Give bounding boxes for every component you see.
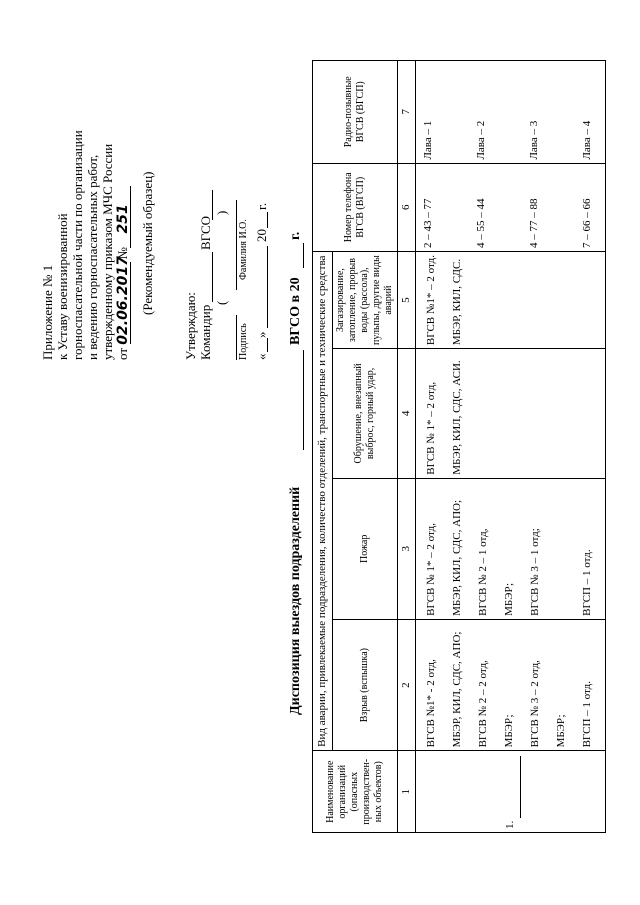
header-radio: Радио-позывные ВГСВ (ВГСП) [313,61,398,164]
commander-label: Командир [198,304,213,360]
appendix-header [40,130,131,360]
paren-close: ) [214,210,229,215]
radio-4: Лава – 4 [581,120,593,160]
phone-3: 4 – 77 – 88 [528,198,540,249]
header-phone: Номер телефона ВГСВ (ВГСП) [313,163,398,251]
collapse-line-1: ВГСВ № 1* – 2 отд, [425,381,437,475]
commander-underline-1 [212,252,213,302]
title-year-underline [303,243,304,268]
row-explosion [416,619,606,751]
explosion-line-4: МБЭР; [503,714,515,748]
explosion-line-5: ВГСВ № 3 – 2 отд, [529,660,541,748]
fire-line-5: ВГСВ № 3 – 1 отд; [529,528,541,616]
title-org-underline [303,350,304,450]
fire-line-3: ВГСВ № 2 – 1 отд, [477,528,489,616]
table-row [416,61,606,833]
phone-2: 4 – 55 – 44 [475,198,487,249]
commander-org: ВГСО [198,215,213,250]
header-org-name: Наименование организаций (опасных производствен-ных объектов) [313,751,398,833]
col-number-2: 2 [398,619,416,751]
date-suffix: г. [254,202,269,210]
phone-4: 7 – 66 – 66 [581,198,593,249]
row-radio [416,61,606,164]
header-collapse: Обрушение, внезапный выброс, горный удар, [333,349,398,479]
header-line-4: и ведению горноспасательных работ, [85,154,100,360]
date-year: 20 [254,229,269,242]
date-open: « [254,353,269,360]
recommended-sample: (Рекомендуемый образец) [140,171,155,315]
fire-line-7: ВГСП – 1 отд. [581,549,593,616]
date-month-underline [267,246,268,328]
header-flooding: Загазирование, затопление, прорыв воды (рассола), пульпы, другие виды аварий [333,252,398,349]
radio-1: Лава – 1 [422,120,434,160]
row-fire [416,478,606,619]
header-line-1: Приложение № 1 [40,264,55,360]
title-main: Диспозиция выездов подразделений [288,486,303,715]
order-prefix: от [115,347,130,360]
signature-label: Подпись [238,323,249,360]
paren-open: ( [214,300,229,305]
commander-underline-2 [212,190,213,220]
header-fire: Пожар [333,478,398,619]
explosion-line-1: ВГСВ №1* - 2 отд, [425,659,437,748]
row-phones [416,163,606,251]
flooding-line-1: ВГСВ №1* – 2 отд. [425,255,437,346]
row-org-name [416,751,606,833]
approve-sign-line [238,160,249,360]
fire-line-1: ВГСВ № 1* – 2 отд, [425,523,437,616]
phone-1: 2 – 43 – 77 [422,198,434,249]
date-year-underline [267,212,268,228]
explosion-line-7: ВГСП – 1 отд. [581,680,593,748]
fire-line-2: МБЭР, КИЛ, СДС, АПО; [451,499,463,616]
order-number-underline [130,186,131,248]
header-accident-group: Вид аварии, привлекаемые подразделения, количество отделений, транспортные и технические средства [313,252,333,751]
date-day-underline [267,338,268,352]
title-org: ВГСО в 20 [288,277,303,345]
document-title [288,155,304,715]
fire-line-6 [548,482,574,616]
row-org-underline [520,756,521,818]
col-number-1: 1 [398,751,416,833]
explosion-line-6: МБЭР; [555,714,567,748]
name-label: Фамилия И.О. [238,219,249,280]
col-number-3: 3 [398,478,416,619]
row-flooding [416,252,606,349]
order-line [115,130,131,360]
header-line-5: утвержденному приказом МЧС России [100,143,115,360]
collapse-line-2: МБЭР, КИЛ, СДС, АСИ. [451,360,463,475]
row-org-number: 1. [504,820,516,829]
approve-paren-line [214,145,229,305]
order-date: 02.06.2017 [115,256,131,345]
order-num-prefix: № [115,247,130,260]
name-underline [236,200,237,290]
explosion-line-2: МБЭР, КИЛ, СДС, АПО; [451,631,463,748]
date-close: » [254,331,269,338]
title-year-suffix: г. [288,231,303,240]
signature-underline [236,315,237,360]
header-line-3: горноспасательной части по организации [70,130,85,360]
col-number-5: 5 [398,252,416,349]
radio-2: Лава – 2 [475,120,487,160]
explosion-line-3: ВГСВ № 2 – 2 отд, [477,660,489,748]
col-number-4: 4 [398,349,416,479]
radio-3: Лава – 3 [528,120,540,160]
col-number-7: 7 [398,61,416,164]
row-collapse [416,349,606,479]
fire-line-4: МБЭР; [503,582,515,616]
header-line-2: к Уставу военизированной [55,213,70,360]
header-explosion: Взрыв (вспышка) [333,619,398,751]
approve-commander-line [198,160,213,360]
approve-label: Утверждаю: [183,292,198,360]
order-number: 251 [115,204,131,234]
approve-date-line [254,160,269,360]
flooding-line-2: МБЭР, КИЛ, СДС. [451,258,463,346]
order-date-underline [130,262,131,344]
col-number-6: 6 [398,163,416,251]
disposition-table [312,60,606,833]
